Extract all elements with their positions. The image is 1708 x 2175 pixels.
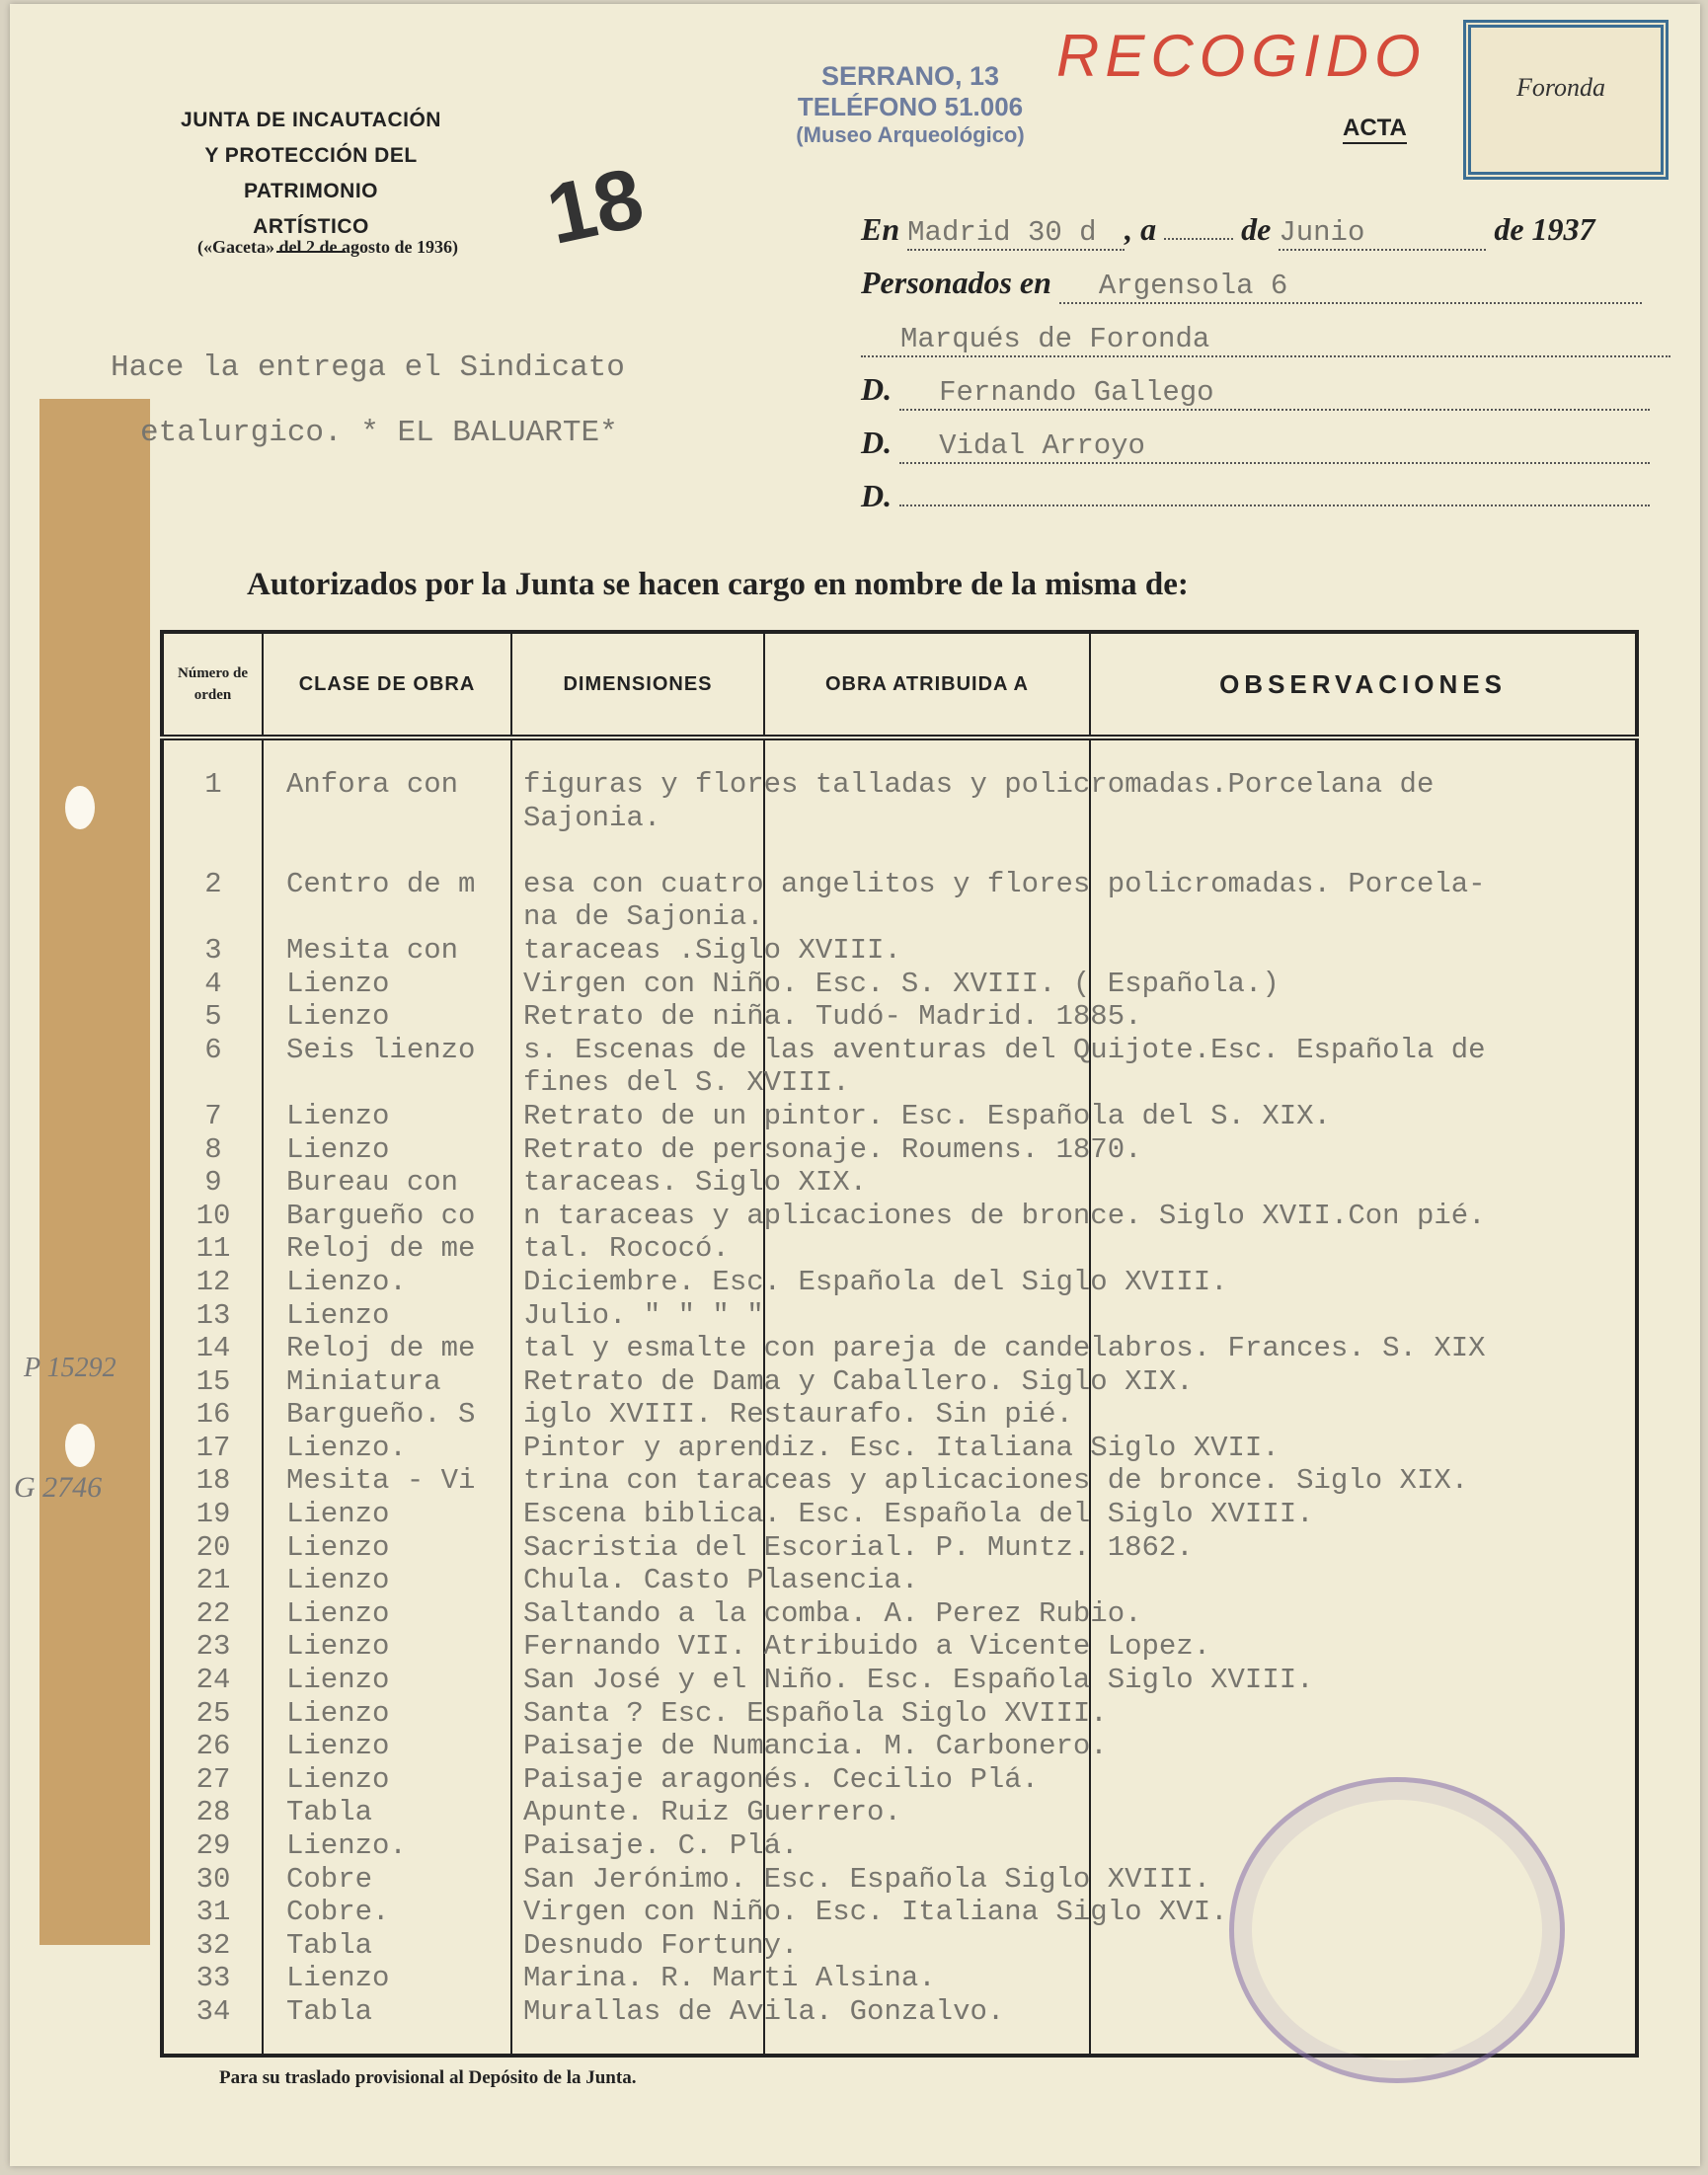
row-description: San José y el Niño. Esc. Española Siglo XVIII. <box>523 1664 1314 1697</box>
acta-label: ACTA <box>1343 115 1407 144</box>
row-description: Chula. Casto Plasencia. <box>523 1564 919 1597</box>
row-description: Julio. " " " " <box>523 1298 764 1332</box>
table-row <box>160 1531 1639 1565</box>
row-clase: Bureau con <box>286 1166 459 1200</box>
row-description: Retrato de un pintor. Esc. Española del S. XIX. <box>523 1099 1331 1132</box>
row-number: 15 <box>195 1364 231 1398</box>
row-number: 17 <box>195 1431 231 1464</box>
row-clase: Lienzo <box>286 1000 390 1034</box>
row-clase: Lienzo <box>286 1762 390 1796</box>
punch-hole <box>65 1424 95 1467</box>
table-row <box>160 1564 1639 1597</box>
org-line: Y PROTECCIÓN DEL PATRIMONIO <box>204 144 418 202</box>
official-seal <box>1229 1777 1565 2083</box>
row-clase: Seis lienzo <box>286 1033 476 1066</box>
column-header-dimensiones: DIMENSIONES <box>511 632 764 738</box>
binding-tape <box>39 399 150 1945</box>
row-clase: Lienzo <box>286 1099 390 1132</box>
row-clase: Reloj de me <box>286 1332 476 1365</box>
form-label: En <box>861 211 900 247</box>
place-field: Argensola 6 <box>1059 270 1642 304</box>
row-clase: Lienzo <box>286 1596 390 1630</box>
row-description: trina con taraceas y aplicaciones de bronce. Siglo XIX. <box>523 1464 1469 1498</box>
row-number: 14 <box>195 1332 231 1365</box>
form-label: D. <box>861 478 893 513</box>
row-clase: Lienzo. <box>286 1265 407 1298</box>
table-row <box>160 768 1639 802</box>
table-row <box>160 1100 1639 1133</box>
row-clase: Lienzo <box>286 1498 390 1531</box>
row-description: Sacristia del Escorial. P. Muntz. 1862. <box>523 1530 1194 1564</box>
table-row <box>160 1332 1639 1365</box>
row-number: 26 <box>195 1730 231 1763</box>
row-description: tal y esmalte con pareja de candelabros. Frances. S. XIX <box>523 1332 1486 1365</box>
delivery-line: Hace la entrega el Sindicato <box>111 350 625 385</box>
row-description: taraceas. Siglo XIX. <box>523 1166 868 1200</box>
row-number: 6 <box>204 1033 222 1066</box>
row-number: 12 <box>195 1265 231 1298</box>
gaceta-note: («Gaceta» del 2 de agosto de 1936) <box>197 237 458 257</box>
delivery-note <box>111 336 625 466</box>
table-row <box>160 1200 1639 1233</box>
row-number: 11 <box>195 1232 231 1266</box>
person-field: Vidal Arroyo <box>899 429 1650 464</box>
row-description: Escena biblica. Esc. Española del Siglo XVIII. <box>523 1498 1314 1531</box>
row-number: 5 <box>204 1000 222 1034</box>
table-row <box>160 900 1639 934</box>
row-clase: Tabla <box>286 1796 373 1829</box>
row-number: 31 <box>195 1896 231 1929</box>
row-number: 23 <box>195 1630 231 1664</box>
row-number: 8 <box>204 1132 222 1166</box>
form-person-line <box>861 371 1650 411</box>
row-clase: Lienzo <box>286 1630 390 1664</box>
org-line: JUNTA DE INCAUTACIÓN <box>181 109 441 131</box>
pencil-annotation: G 2746 <box>14 1471 103 1504</box>
row-number: 30 <box>195 1862 231 1896</box>
year-label: de 1937 <box>1494 211 1595 247</box>
table-row <box>160 868 1639 901</box>
row-number: 33 <box>195 1962 231 1995</box>
column-header-numero: Número de orden <box>162 632 263 738</box>
stamp-line: TELÉFONO 51.006 <box>797 92 1024 121</box>
row-description: taraceas .Siglo XVIII. <box>523 933 901 967</box>
row-clase: Reloj de me <box>286 1232 476 1266</box>
row-clase: Lienzo <box>286 1298 390 1332</box>
row-description: esa con cuatro angelitos y flores policromadas. Porcela- <box>523 867 1486 900</box>
row-number: 29 <box>195 1829 231 1862</box>
row-clase: Bargueño. S <box>286 1398 476 1432</box>
table-row <box>160 1365 1639 1399</box>
row-clase: Lienzo <box>286 1696 390 1730</box>
row-number: 21 <box>195 1564 231 1597</box>
row-description: Retrato de niña. Tudó- Madrid. 1885. <box>523 1000 1142 1034</box>
row-clase: Miniatura <box>286 1364 441 1398</box>
table-row <box>160 1398 1639 1432</box>
row-number: 2 <box>204 867 222 900</box>
row-number: 19 <box>195 1498 231 1531</box>
table-row <box>160 1133 1639 1167</box>
stamp-line: (Museo Arqueológico) <box>796 122 1025 147</box>
address-stamp <box>752 61 1068 148</box>
city-field: Madrid 30 d <box>907 216 1125 251</box>
row-number: 32 <box>195 1928 231 1962</box>
column-header-observaciones: OBSERVACIONES <box>1090 632 1637 738</box>
table-row <box>160 1166 1639 1200</box>
table-row <box>160 1299 1639 1333</box>
name-label-text: Foronda <box>1516 73 1606 102</box>
person-field: Fernando Gallego <box>899 376 1650 411</box>
table-row <box>160 1432 1639 1465</box>
recogido-mark: RECOGIDO <box>1056 23 1427 89</box>
table-row <box>160 802 1639 835</box>
punch-hole <box>65 786 95 829</box>
row-clase: Lienzo <box>286 1530 390 1564</box>
row-number: 10 <box>195 1199 231 1232</box>
row-clase: Lienzo <box>286 1664 390 1697</box>
row-description: Pintor y aprendiz. Esc. Italiana Siglo XVII. <box>523 1431 1280 1464</box>
row-clase: Tabla <box>286 1994 373 2028</box>
form-date-line <box>861 211 1595 251</box>
row-clase: Lienzo. <box>286 1829 407 1862</box>
row-clase: Lienzo. <box>286 1431 407 1464</box>
delivery-line: etalurgico. * EL BALUARTE* <box>140 416 618 450</box>
form-label: D. <box>861 371 893 407</box>
row-clase: Lienzo <box>286 1730 390 1763</box>
row-clase: Mesita con <box>286 933 459 967</box>
row-clase: Lienzo <box>286 1962 390 1995</box>
form-label: Personados en <box>861 265 1051 300</box>
row-description: s. Escenas de las aventuras del Quijote.Esc. Española de <box>523 1033 1486 1066</box>
row-description: Paisaje. C. Plá. <box>523 1829 799 1862</box>
table-row <box>160 1464 1639 1498</box>
form-place-line <box>861 265 1642 304</box>
row-description: Desnudo Fortuny. <box>523 1928 799 1962</box>
table-row <box>160 1066 1639 1100</box>
row-description: tal. Rococó. <box>523 1232 730 1266</box>
row-description: Santa ? Esc. Española Siglo XVIII. <box>523 1696 1108 1730</box>
table-row <box>160 1266 1639 1299</box>
row-description: Paisaje aragonés. Cecilio Plá. <box>523 1762 1040 1796</box>
row-description: Apunte. Ruiz Guerrero. <box>523 1796 901 1829</box>
row-clase: Mesita - Vi <box>286 1464 476 1498</box>
row-clase: Lienzo <box>286 967 390 1000</box>
row-number: 25 <box>195 1696 231 1730</box>
row-description: Murallas de Avila. Gonzalvo. <box>523 1994 1005 2028</box>
row-description: Sajonia. <box>523 801 661 834</box>
organization-header <box>148 103 474 253</box>
row-clase: Lienzo <box>286 1564 390 1597</box>
table-row <box>160 1034 1639 1067</box>
column-header-clase: CLASE DE OBRA <box>263 632 511 738</box>
row-number: 1 <box>204 768 222 801</box>
row-description: iglo XVIII. Restaurafo. Sin pié. <box>523 1398 1073 1432</box>
stamp-line: SERRANO, 13 <box>820 61 1000 91</box>
row-description: n taraceas y aplicaciones de bronce. Siglo XVII.Con pié. <box>523 1199 1486 1232</box>
table-row <box>160 1597 1639 1631</box>
table-row <box>160 934 1639 968</box>
form-label: , a <box>1125 211 1157 247</box>
row-number: 27 <box>195 1762 231 1796</box>
form-person-line <box>861 425 1650 464</box>
table-row <box>160 1730 1639 1763</box>
row-number: 16 <box>195 1398 231 1432</box>
column-header-atribuida: OBRA ATRIBUIDA A <box>764 632 1090 738</box>
row-description: Retrato de Dama y Caballero. Siglo XIX. <box>523 1364 1194 1398</box>
row-number: 4 <box>204 967 222 1000</box>
row-description: Saltando a la comba. A. Perez Rubio. <box>523 1596 1142 1630</box>
authorization-title: Autorizados por la Junta se hacen cargo en nombre de la misma de: <box>247 567 1189 602</box>
month-field: Junio <box>1279 216 1486 251</box>
form-label: de <box>1241 211 1272 247</box>
form-person-line <box>861 478 1650 514</box>
row-description: figuras y flores talladas y policromadas.Porcelana de <box>523 768 1435 801</box>
row-number: 28 <box>195 1796 231 1829</box>
form-label: D. <box>861 425 893 460</box>
row-clase: Centro de m <box>286 867 476 900</box>
row-description: Paisaje de Numancia. M. Carbonero. <box>523 1730 1108 1763</box>
name-label <box>1463 20 1669 180</box>
row-description: San Jerónimo. Esc. Española Siglo XVIII. <box>523 1862 1211 1896</box>
row-description: Marina. R. Marti Alsina. <box>523 1962 936 1995</box>
table-row <box>160 1232 1639 1266</box>
table-row <box>160 968 1639 1001</box>
row-description: Fernando VII. Atribuido a Vicente Lopez. <box>523 1630 1211 1664</box>
row-clase: Bargueño co <box>286 1199 476 1232</box>
row-description: na de Sajonia. <box>523 900 764 934</box>
row-clase: Tabla <box>286 1928 373 1962</box>
row-number: 20 <box>195 1530 231 1564</box>
form-place-line-2 <box>861 318 1670 357</box>
table-row <box>160 1697 1639 1731</box>
table-row <box>160 1630 1639 1664</box>
footer-note: Para su traslado provisional al Depósito de la Junta. <box>219 2067 637 2088</box>
row-number: 18 <box>195 1464 231 1498</box>
row-clase: Cobre. <box>286 1896 390 1929</box>
row-number: 13 <box>195 1298 231 1332</box>
pencil-annotation: P 15292 <box>24 1353 116 1383</box>
table-row <box>160 834 1639 868</box>
row-number: 9 <box>204 1166 222 1200</box>
row-number: 22 <box>195 1596 231 1630</box>
row-description: Virgen con Niño. Esc. S. XVIII. ( Española.) <box>523 967 1280 1000</box>
table-row <box>160 1000 1639 1034</box>
row-number: 34 <box>195 1994 231 2028</box>
row-number: 7 <box>204 1099 222 1132</box>
row-description: fines del S. XVIII. <box>523 1066 850 1100</box>
row-description: Retrato de personaje. Roumens. 1870. <box>523 1132 1142 1166</box>
row-clase: Anfora con <box>286 768 459 801</box>
row-description: Diciembre. Esc. Española del Siglo XVIII. <box>523 1265 1228 1298</box>
row-clase: Cobre <box>286 1862 373 1896</box>
table-row <box>160 1498 1639 1531</box>
row-number: 24 <box>195 1664 231 1697</box>
row-description: Virgen con Niño. Esc. Italiana Siglo XVI. <box>523 1896 1228 1929</box>
table-row <box>160 1664 1639 1697</box>
document-number: 18 <box>538 150 652 263</box>
org-line: ARTÍSTICO <box>253 215 369 238</box>
person-field <box>899 505 1650 506</box>
place-field: Marqués de Foronda <box>861 323 1670 357</box>
row-number: 3 <box>204 933 222 967</box>
row-clase: Lienzo <box>286 1132 390 1166</box>
